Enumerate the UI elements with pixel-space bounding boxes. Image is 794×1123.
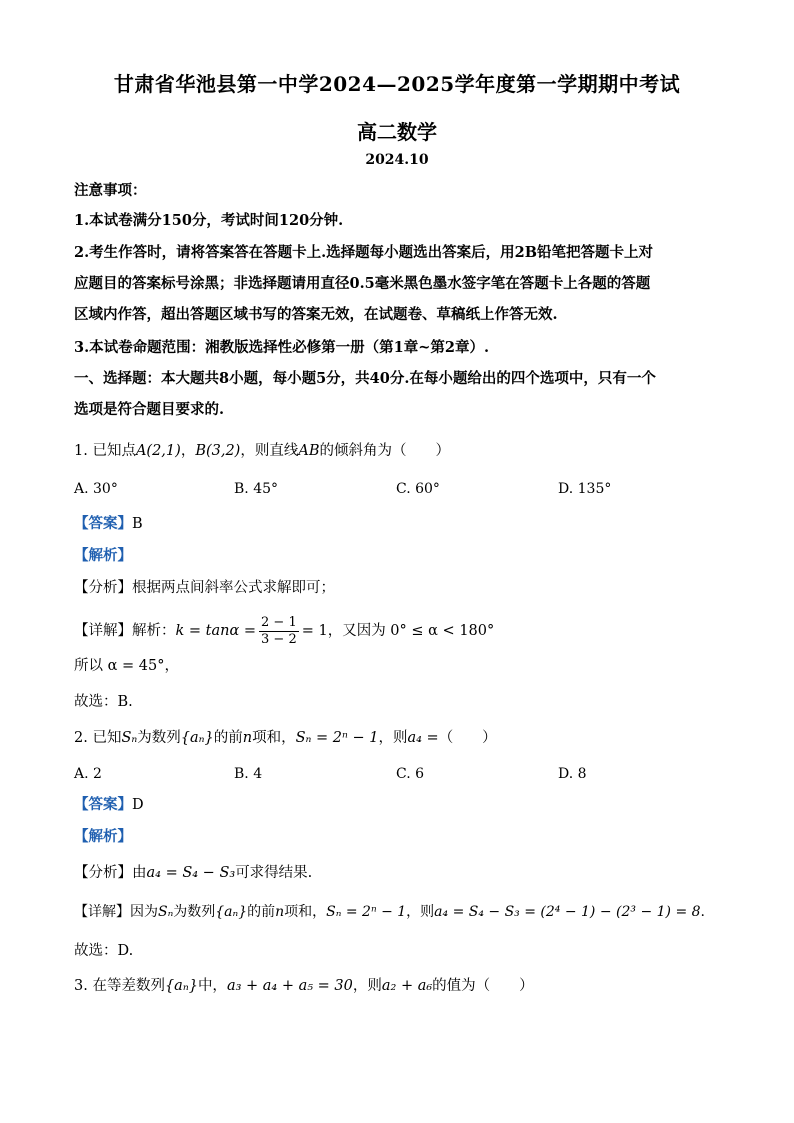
q2-choice: 故选：D. <box>74 943 134 959</box>
q3-stem-c: ，则 <box>352 978 382 994</box>
q1-line-ab: AB <box>298 443 320 459</box>
q2-option-b: B. 4 <box>234 766 263 782</box>
notice-item-2-line-2: 应题目的答案标号涂黑；非选择题请用直径0.5毫米黑色墨水签字笔在答题卡上各题的答题 <box>74 275 651 292</box>
exam-title: 甘肃省华池县第一中学2024—2025学年度第一学期期中考试 <box>113 72 681 96</box>
q1-detail-expr: k = tanα = <box>175 623 257 639</box>
q1-sep: ， <box>180 443 196 459</box>
q2-fenxi-expr: a₄ = S₄ − S₃ <box>146 865 236 881</box>
q2-formula: Sₙ = 2ⁿ − 1 <box>295 730 379 746</box>
q2-option-d: D. 8 <box>558 766 587 782</box>
q1-option-d: D. 135° <box>558 481 612 497</box>
notice-heading: 注意事项： <box>74 182 147 199</box>
q2-detail <box>74 902 724 922</box>
q3-stem-a: 3. 在等差数列 <box>74 978 165 994</box>
notice-item-1: 1.本试卷满分150分，考试时间120分钟. <box>74 212 344 229</box>
q1-fenxi-label: 【分析】 <box>74 580 132 596</box>
q3-stem-b: 中， <box>197 978 227 994</box>
q2-detail-sn: Sₙ <box>158 904 174 920</box>
section1-line-1: 一、选择题：本大题共8小题，每小题5分，共40分.在每小题给出的四个选项中，只有一个 <box>74 370 656 387</box>
q1-fraction-numerator: 2 − 1 <box>261 614 297 630</box>
q1-detail-label: 【详解】 <box>74 623 132 639</box>
q2-stem <box>74 728 724 748</box>
q2-fenxi <box>74 863 724 883</box>
q3-stem <box>74 976 724 996</box>
q1-slope-fraction <box>259 615 299 648</box>
q1-stem-b: ，则直线 <box>240 443 299 459</box>
q1-fraction-denominator: 3 − 2 <box>261 631 297 647</box>
q3-stem-d: 的值为（ ） <box>432 978 534 994</box>
q2-detail-n: n <box>275 904 285 920</box>
q1-detail-a: 解析： <box>132 623 176 639</box>
q2-detail-c: 的前 <box>247 904 276 920</box>
q1-stem-c: 的倾斜角为（ ） <box>319 443 450 459</box>
q2-detail-e: ，则 <box>406 904 435 920</box>
q2-sn: Sₙ <box>121 730 138 746</box>
q2-stem-b: 为数列 <box>137 730 181 746</box>
q1-stem-a: 1. 已知点 <box>74 443 136 459</box>
notice-item-2-line-3: 区域内作答，超出答题区域书写的答案无效，在试题卷、草稿纸上作答无效. <box>74 306 558 323</box>
q2-stem-e: ，则 <box>378 730 408 746</box>
q2-answer-value: D <box>132 797 144 813</box>
q2-detail-a: 因为 <box>130 904 158 920</box>
q1-fenxi-text: 根据两点间斜率公式求解即可； <box>132 580 335 596</box>
notice-item-3: 3.本试卷命题范围：湘教版选择性必修第一册（第1章~第2章）. <box>74 339 490 356</box>
q1-answer-label: 【答案】 <box>74 515 132 532</box>
q2-detail-formula: Sₙ = 2ⁿ − 1 <box>326 904 407 920</box>
q1-fenxi <box>74 578 724 598</box>
q1-answer-value: B <box>132 516 143 532</box>
q2-fenxi-a: 由 <box>132 865 147 881</box>
q1-answer <box>74 514 724 534</box>
q2-analysis-label <box>74 827 724 847</box>
q2-stem-a: 2. 已知 <box>74 730 122 746</box>
q2-stem-d: 项和， <box>252 730 296 746</box>
q2-option-c: C. 6 <box>396 766 425 782</box>
exam-subtitle: 高二数学 <box>357 120 437 144</box>
q1-option-a: A. 30° <box>74 481 118 497</box>
q2-stem-c: 的前 <box>213 730 243 746</box>
q1-analysis-label <box>74 546 724 566</box>
q2-answer <box>74 795 724 815</box>
q1-stem <box>74 441 724 461</box>
q2-an-set: {aₙ} <box>180 730 214 746</box>
q2-detail-label: 【详解】 <box>74 904 130 920</box>
q2-option-a: A. 2 <box>74 766 102 782</box>
q1-detail <box>74 612 724 650</box>
q1-detail-b: = 1，又因为 0° ≤ α < 180° <box>301 623 495 639</box>
q1-choice: 故选：B. <box>74 694 133 710</box>
q3-an-set: {aₙ} <box>164 978 198 994</box>
q3-condition: a₃ + a₄ + a₅ = 30 <box>226 978 353 994</box>
q2-fenxi-b: 可求得结果. <box>235 865 313 881</box>
q2-analysis-label-text: 【解析】 <box>74 828 132 845</box>
q2-detail-expr: a₄ = S₄ − S₃ = (2⁴ − 1) − (2³ − 1) = 8 <box>434 904 701 920</box>
q2-fenxi-label: 【分析】 <box>74 865 132 881</box>
q2-n: n <box>242 730 253 746</box>
q2-stem-f: （ ） <box>438 730 497 746</box>
section1-line-2: 选项是符合题目要求的. <box>74 401 225 418</box>
q2-detail-an: {aₙ} <box>215 904 248 920</box>
q2-detail-b: 为数列 <box>173 904 216 920</box>
q2-detail-d: 项和， <box>284 904 327 920</box>
q2-answer-label: 【答案】 <box>74 796 132 813</box>
q2-a4: a₄ = <box>407 730 439 746</box>
q1-point-b: B(3,2) <box>195 443 241 459</box>
q2-detail-end: . <box>700 904 705 920</box>
q1-point-a: A(2,1) <box>135 443 181 459</box>
q1-option-b: B. 45° <box>234 481 279 497</box>
exam-date: 2024.10 <box>365 152 429 168</box>
notice-item-2-line-1: 2.考生作答时，请将答案答在答题卡上.选择题每小题选出答案后，用2B铅笔把答题卡上对 <box>74 244 654 261</box>
q3-target: a₂ + a₆ <box>381 978 433 994</box>
q1-analysis-label-text: 【解析】 <box>74 547 132 564</box>
q1-conclusion: 所以 α = 45°， <box>74 658 179 674</box>
q1-option-c: C. 60° <box>396 481 440 497</box>
